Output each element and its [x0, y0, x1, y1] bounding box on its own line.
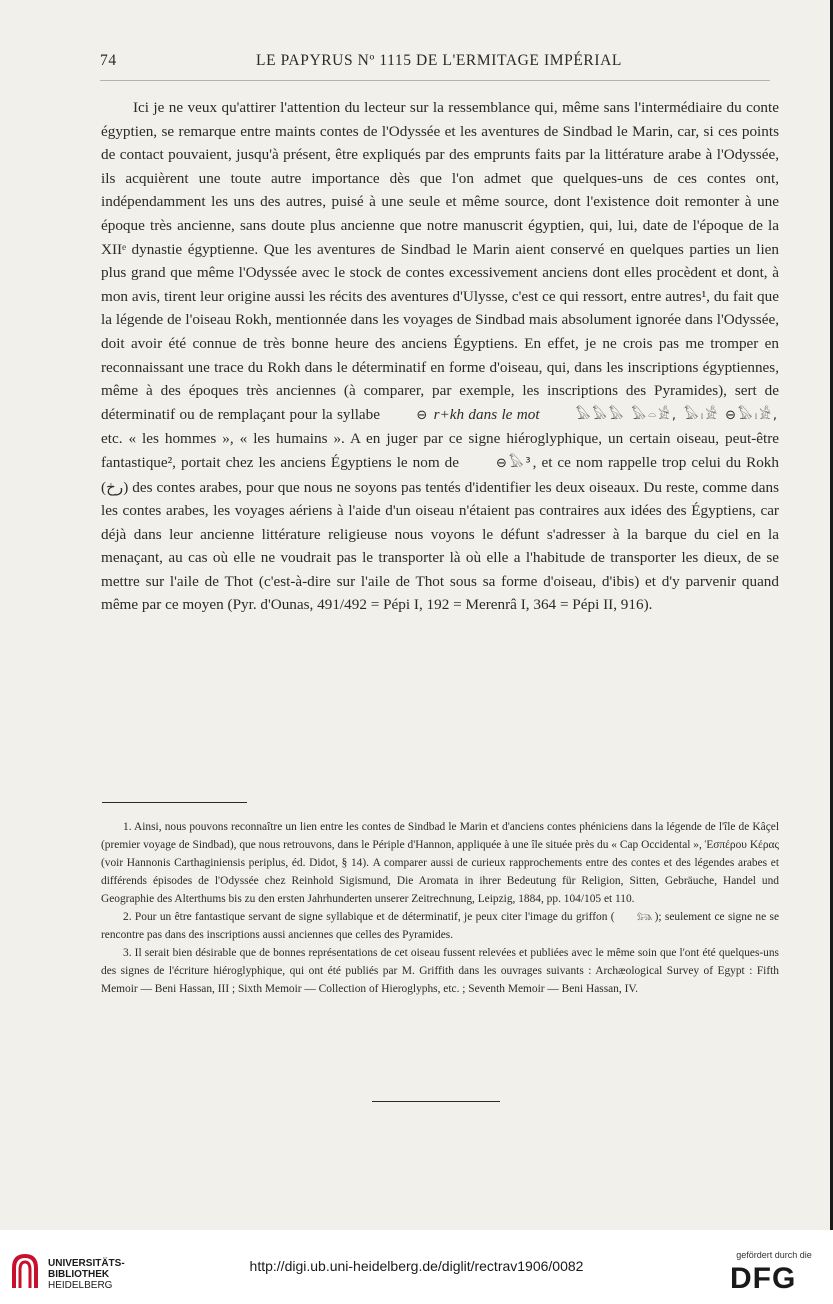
source-url-link[interactable]: http://digi.ub.uni-heidelberg.de/diglit/rectrav1906/0082	[249, 1258, 584, 1274]
paragraph	[101, 96, 779, 617]
end-rule	[372, 1101, 500, 1102]
header-divider	[100, 80, 770, 81]
paragraph-text: , et ce nom rappelle trop celui du Rokh (رخ) des contes arabes, pour que nous ne soyons pas tentés d'identifier les deux oiseaux. Du reste, comme dans les contes arabes, les voyages aériens à l'aide d'un oiseau n'étaient pas contraires aux idées des Égyptiens, car déjà dans leur ancienne littérature religieuse nous voyons le défunt s'adresser à la barque du ciel en la menaçant, au cas où elle ne voudrait pas le transporter là où elle a l'habitude de transporter les dieux, de se mettre sur l'aile de Thot (c'est-à-dire sur l'aile de Thot sous sa forme d'oiseau, d'ibis) et d'y parvenir quand même par ce moyen (Pyr. d'Ounas, 491/492 = Pépi I, 192 = Merenrâ I, 364 = Pépi II, 916).	[101, 453, 779, 614]
running-title: LE PAPYRUS Nº 1115 DE L'ERMITAGE IMPÉRIAL	[256, 52, 622, 69]
library-name: UNIVERSITÄTS- BIBLIOTHEK HEIDELBERG	[48, 1258, 125, 1291]
dfg-logo: DFG	[730, 1262, 797, 1295]
griffin-icon: 𓃬	[636, 909, 655, 924]
syllable-term: r+kh dans le mot	[433, 405, 540, 423]
footnote-separator	[102, 802, 247, 803]
paragraph-text: Ici je ne veux qu'attirer l'attention du lecteur sur la ressemblance qui, même sans l'intermédiaire du conte égyptien, se remarque entre maints contes de l'Odyssée et les aventures de Sindbad le Marin, car, si ces points de contact pouvaient, jusqu'à présent, être expliqués par des emprunts faits par la littérature arabe à l'Odyssée, ils acquièrent une toute autre importance dès que l'on admet que quelques-uns de ces contes ont, indépendamment les uns des autres, puisé à une seule et même source, dont l'existence doit remonter à une époque très ancienne, sans doute plus ancienne que notre manuscrit égyptien, qui, lui, date de l'époque de la XIIᵉ dynastie égyptienne. Que les aventures de Sindbad le Marin aient conservé en quelques parties un lien plus grand que même l'Odyssée avec le stock de contes excessivement anciens dont elles procèdent et dont, à mon avis, tirent leur origine aussi les récits des aventures d'Ulysse, c'est ce qui ressort, entre autres¹, du fait que la légende de l'oiseau Rokh, mentionnée dans les voyages de Sindbad mais absolument ignorée dans l'Odyssée, doit avoir été connue de très bonne heure des anciens Égyptiens. En effet, je ne crois pas me tromper en reconnaissant une trace du Rokh dans le déterminatif en forme d'oiseau, qui, dans les inscriptions égyptiennes, même à des époques très anciennes (à comparer, par exemple, les inscriptions des Pyramides), sert de déterminatif ou de remplaçant pour la syllabe	[101, 99, 779, 423]
etc-label: etc.	[101, 430, 123, 448]
footnotes	[101, 818, 779, 998]
footnote: 3. Il serait bien désirable que de bonnes représentations de cet oiseau fussent relevées et publiées avec le même soin que l'ont été quelques-uns des signes de l'écriture hiéroglyphique, qui ont été publiés par M. Griffith dans les ouvrages suivants : Archæological Survey of Egypt : Fifth Memoir — Beni Hassan, III ; Sixth Memoir — Collection of Hieroglyphs, etc. ; Seventh Memoir — Beni Hassan, IV.	[101, 947, 779, 995]
bird-hieroglyph-icon: 𓅃𓅃𓅃 𓅃𓏏𓀀, 𓅃𓏤𓀀 ⊖𓅃𓏤𓀀,	[575, 407, 780, 423]
footnote: 1. Ainsi, nous pouvons reconnaître un lien entre les contes de Sindbad le Marin et d'anciens contes phéniciens dans la légende de l'île de Kâçel (premier voyage de Sindbad), que nous retrouvons, dans le Périple d'Hannon, appliquée à une île située près du « Cap Occidental », Ἑσπέρου Κέρας (voir Hannonis Carthaginiensis periplus, éd. Didot, § 14). A comparer aussi de curieux rapprochements entre des contes et des légendes arabes et différends épisodes de l'Odyssée chez Reinhold Sigismund, Die Aromata in ihrer Bedeutung für Religion, Sitten, Gebräuche, Handel und Geographie des Alterthums bis zu den ersten Jahrhunderten unserer Zeitrechnung, Leipzig, 1884, pp. 104/105 et 110.	[101, 821, 779, 905]
bird-name-hieroglyph-icon: ⊖𓅃³	[496, 455, 533, 471]
paragraph-text: « les hommes », « les humains ». A en juger par ce signe hiéroglyphique, un certain oiseau, peut-être fantastique², portait chez les anciens Égyptiens le nom de	[101, 430, 779, 471]
funding-label: gefördert durch die	[736, 1250, 812, 1260]
running-header	[100, 52, 778, 74]
hieroglyph-icon: ⊖	[416, 407, 430, 423]
footnote: 2. Pour un être fantastique servant de signe syllabique et de déterminatif, je peux citer l'image du griffon ( 𓃬); seulement ce signe ne se rencontre pas dans des inscriptions aussi anciennes que celles des Pyramides.	[101, 909, 780, 941]
page-number: 74	[100, 52, 117, 69]
main-text	[101, 96, 779, 617]
